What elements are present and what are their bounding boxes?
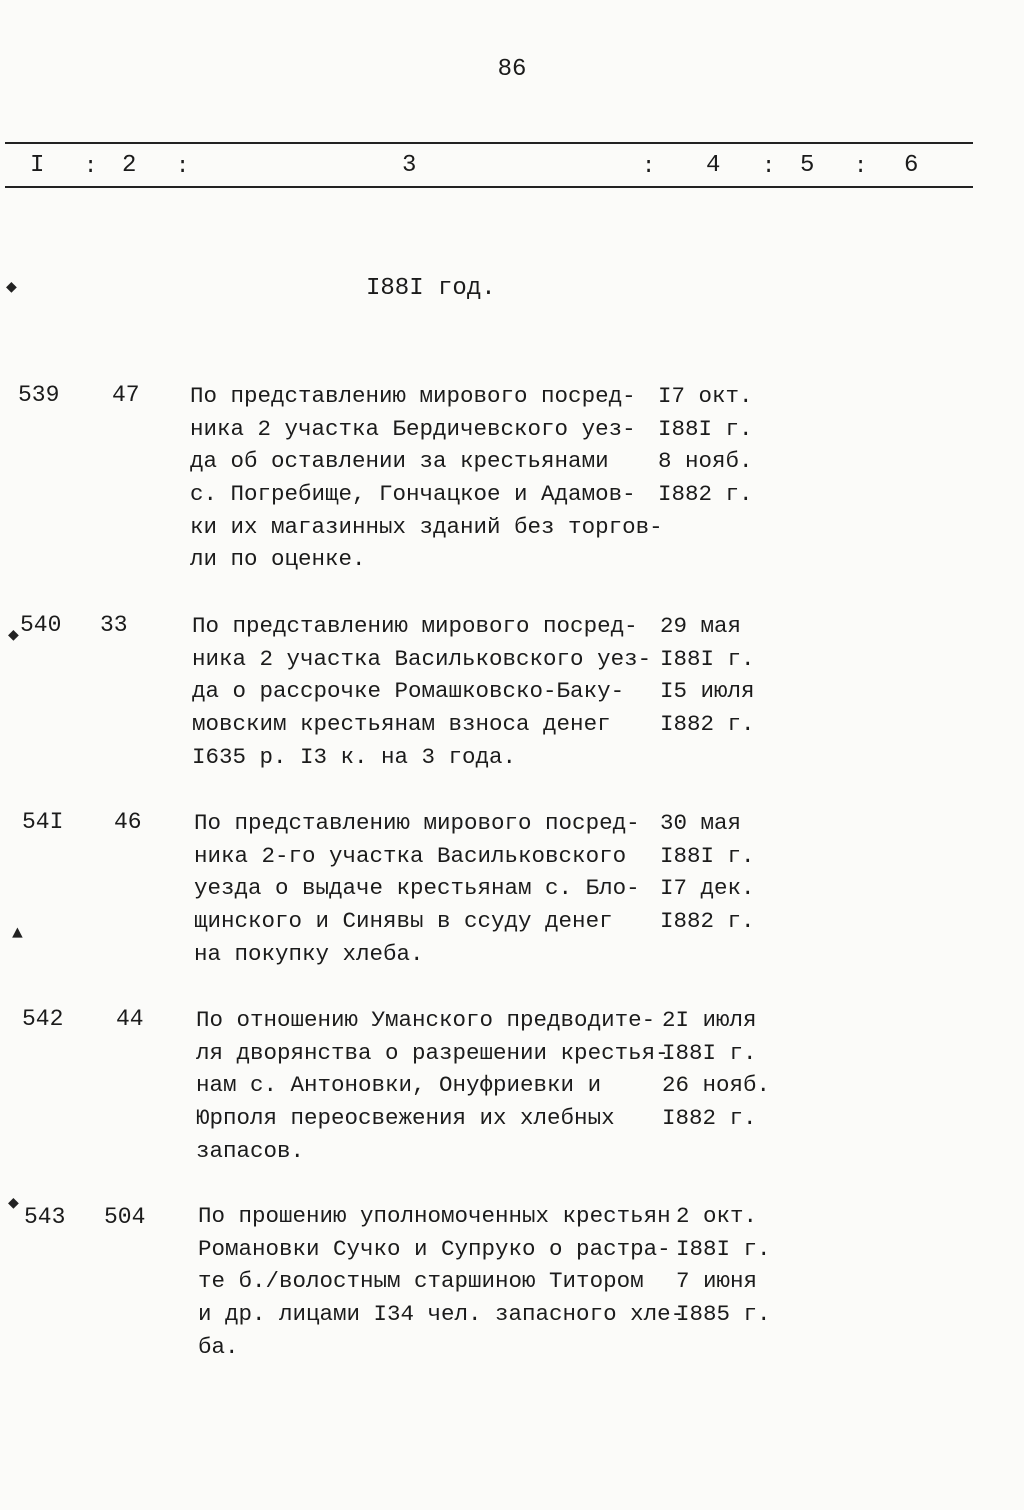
entry-ref: 33 xyxy=(100,612,128,638)
entry-ref: 504 xyxy=(104,1204,146,1230)
table-header-top-rule xyxy=(5,142,973,144)
entry-dates xyxy=(676,1200,816,1331)
description-line: мовским крестьянам взноса денег xyxy=(192,711,611,738)
entry-description xyxy=(190,380,663,576)
date-line: 29 мая xyxy=(660,613,742,639)
date-line: 8 нояб. xyxy=(658,448,753,475)
date-line: I885 г. xyxy=(676,1301,771,1328)
description-line: да о рассрочке Ромашковско-Баку- xyxy=(192,678,625,705)
entry-dates xyxy=(662,1004,802,1135)
date-line: I88I г. xyxy=(676,1235,771,1262)
entry-description xyxy=(196,1004,669,1167)
column-header-5: 5 xyxy=(800,152,815,179)
column-header-3: 3 xyxy=(402,152,417,179)
description-line: ника 2 участка Васильковского уез- xyxy=(192,645,652,672)
column-header-1: I xyxy=(30,152,45,179)
page-number: 86 xyxy=(497,56,527,83)
year-heading: I88I год. xyxy=(366,275,496,302)
column-separator: : xyxy=(762,154,776,179)
entry-ref: 44 xyxy=(116,1006,144,1032)
description-line: По представлению мирового посред- xyxy=(190,383,636,409)
column-header-4: 4 xyxy=(706,152,721,179)
entry-description xyxy=(198,1200,685,1363)
table-header-bottom-rule xyxy=(5,186,973,188)
column-separator: : xyxy=(642,154,656,179)
description-line: запасов. xyxy=(196,1137,305,1164)
entry-ref: 46 xyxy=(114,809,142,835)
description-line: Романовки Сучко и Супруко о растра- xyxy=(198,1235,671,1262)
entry-number: 54I xyxy=(22,809,64,835)
date-line: I7 окт. xyxy=(658,383,753,409)
date-line: I88I г. xyxy=(658,415,753,442)
entry-dates xyxy=(660,610,800,741)
margin-ink-mark: ◆ xyxy=(8,1194,19,1214)
date-line: 2 окт. xyxy=(676,1203,758,1229)
entry-number: 540 xyxy=(20,612,62,638)
date-line: I88I г. xyxy=(660,645,755,672)
column-header-2: 2 xyxy=(122,152,137,179)
description-line: Юрполя переосвежения их хлебных xyxy=(196,1105,615,1132)
description-line: нам с. Антоновки, Онуфриевки и xyxy=(196,1072,602,1099)
date-line: 26 нояб. xyxy=(662,1072,771,1099)
column-separator: : xyxy=(854,154,868,179)
entry-description xyxy=(194,807,664,970)
column-header-6: 6 xyxy=(904,152,919,179)
description-line: щинского и Синявы в ссуду денег xyxy=(194,908,613,935)
description-line: ки их магазинных зданий без торгов- xyxy=(190,513,663,540)
date-line: I5 июля xyxy=(660,678,755,705)
margin-ink-mark: ◆ xyxy=(6,278,17,298)
entry-description xyxy=(192,610,662,773)
description-line: и др. лицами I34 чел. запасного хле- xyxy=(198,1301,685,1328)
description-line: уезда о выдаче крестьянам с. Бло- xyxy=(194,875,640,902)
description-line: По прошению уполномоченных крестьян xyxy=(198,1203,671,1229)
description-line: те б./волостным старшиною Титором xyxy=(198,1268,644,1295)
date-line: I88I г. xyxy=(660,842,755,869)
entry-ref: 47 xyxy=(112,382,140,408)
entry-number: 543 xyxy=(24,1204,66,1230)
date-line: I88I г. xyxy=(662,1039,757,1066)
description-line: ника 2 участка Бердичевского уез- xyxy=(190,415,636,442)
entry-number: 539 xyxy=(18,382,60,408)
description-line: I635 р. I3 к. на 3 года. xyxy=(192,743,517,770)
date-line: I7 дек. xyxy=(660,875,755,902)
date-line: 2I июля xyxy=(662,1007,757,1033)
description-line: По представлению мирового посред- xyxy=(194,810,640,836)
column-separator: : xyxy=(84,154,98,179)
margin-ink-mark: ▲ xyxy=(12,924,23,944)
description-line: ба. xyxy=(198,1333,239,1360)
entry-number: 542 xyxy=(22,1006,64,1032)
description-line: на покупку хлеба. xyxy=(194,940,424,967)
date-line: I882 г. xyxy=(660,711,755,738)
entry-dates xyxy=(660,807,800,938)
description-line: По отношению Уманского предводите- xyxy=(196,1007,656,1033)
description-line: ли по оценке. xyxy=(190,546,366,573)
column-separator: : xyxy=(176,154,190,179)
margin-ink-mark: ◆ xyxy=(8,626,19,646)
description-line: да об оставлении за крестьянами xyxy=(190,448,609,475)
description-line: с. Погребище, Гончацкое и Адамов- xyxy=(190,481,636,508)
date-line: I882 г. xyxy=(658,481,753,508)
date-line: I882 г. xyxy=(662,1105,757,1132)
date-line: 30 мая xyxy=(660,810,742,836)
description-line: ника 2-го участка Васильковского xyxy=(194,842,627,869)
entry-dates xyxy=(658,380,798,511)
date-line: 7 июня xyxy=(676,1268,758,1295)
description-line: ля дворянства о разрешении крестья- xyxy=(196,1039,669,1066)
date-line: I882 г. xyxy=(660,908,755,935)
description-line: По представлению мирового посред- xyxy=(192,613,638,639)
